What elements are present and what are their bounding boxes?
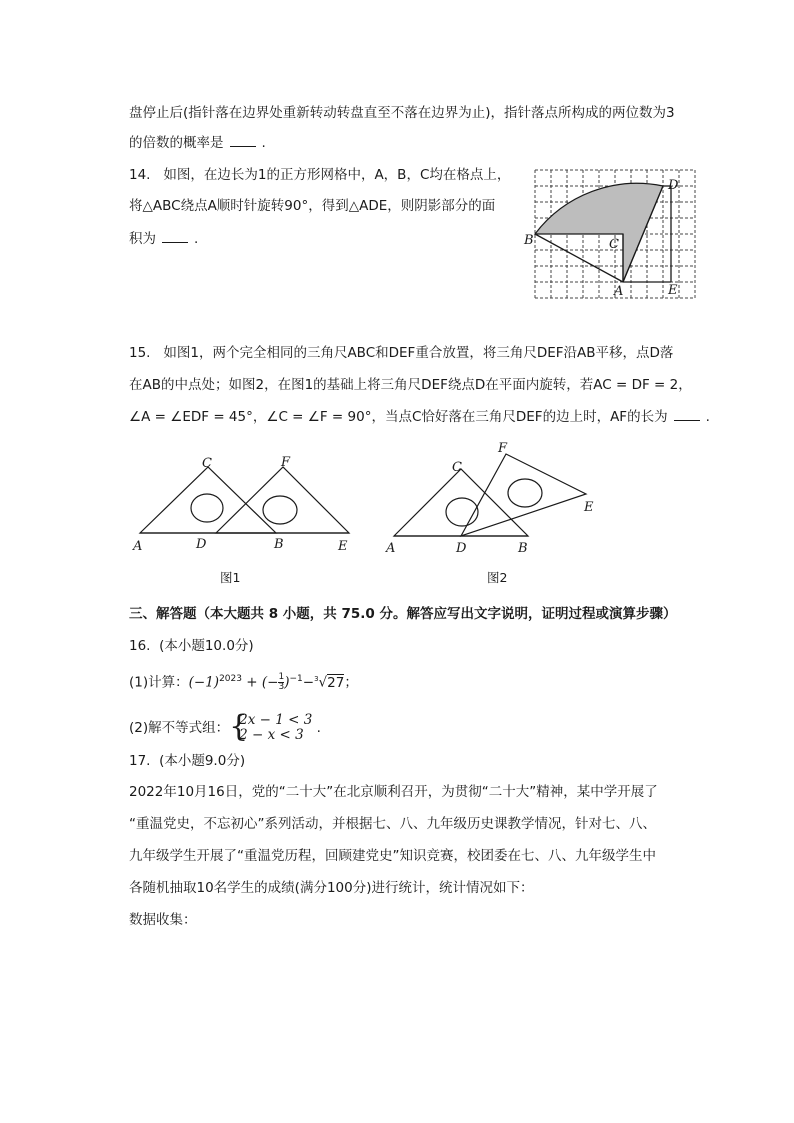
- q16-minus: −: [302, 674, 315, 691]
- q13-line2: [129, 134, 266, 152]
- q15-fig1: [140, 467, 349, 533]
- q15-line3: [129, 408, 710, 426]
- q16-end: .: [316, 720, 321, 736]
- q14-label-c: C: [609, 237, 619, 252]
- q14-line3-text: 积为: [129, 231, 156, 247]
- q16-inequality-system: [229, 709, 313, 744]
- fig1-label-f: F: [281, 455, 291, 470]
- q14-line1-text: 如图，在边长为1的正方形网格中，A，B，C均在格点上，: [163, 167, 511, 183]
- q16-header: [129, 637, 254, 655]
- q14-end: .: [194, 231, 199, 247]
- q16-root-index: 3: [314, 675, 319, 683]
- q16-part1-label: (1)计算：: [129, 674, 189, 691]
- q16-score: (本小题10.0分): [159, 638, 254, 654]
- q16-part2: [129, 709, 321, 744]
- fig1-label-d: D: [196, 537, 207, 552]
- fig1-label-e: E: [338, 539, 348, 554]
- q16-frac-num: 1: [278, 672, 285, 682]
- q16-root-sign: √: [318, 674, 328, 691]
- q14-line2: 将△ABC绕点A顺时针旋转90°，得到△ADE，则阴影部分的面: [129, 198, 496, 214]
- q15-line1: [129, 344, 673, 362]
- q15-answer-blank: [674, 408, 700, 421]
- q14-line1: [129, 166, 510, 184]
- q17-header: [129, 752, 245, 770]
- q16-exp1: 2023: [219, 674, 242, 684]
- q16-ineq1: 2x − 1 < 3: [239, 712, 313, 728]
- q15-line1-text: 如图1，两个完全相同的三角尺ABC和DEF重合放置，将三角尺DEF沿AB平移，点D落: [163, 345, 674, 361]
- fig1-label-a: A: [133, 539, 143, 554]
- q13-line2-text: 的倍数的概率是: [129, 135, 224, 151]
- q14-grid-figure: [520, 160, 700, 310]
- q15-line2: 在AB的中点处；如图2，在图1的基础上将三角尺DEF绕点D在平面内旋转，若AC = DF = 2，: [129, 377, 692, 393]
- q13-line1: 盘停止后(指针落在边界处重新转动转盘直至不落在边界为止)，指针落点所构成的两位数为3: [129, 105, 675, 121]
- fig2-label-c: C: [452, 460, 462, 475]
- q16-semicolon: ；: [344, 674, 358, 691]
- q14-answer-blank: [162, 230, 188, 243]
- q16-brace-icon: {: [229, 709, 249, 744]
- fig1-caption: 图1: [220, 570, 241, 585]
- fig1-label-b: B: [274, 537, 284, 552]
- fig2-label-d: D: [456, 541, 467, 556]
- q17-line3: 九年级学生开展了“重温党历程，回顾建党史”知识竞赛，校团委在七、八、九年级学生中: [129, 848, 656, 864]
- q16-radicand: 27: [327, 674, 345, 691]
- fig2-caption: 图2: [487, 570, 508, 585]
- q17-line4: 各随机抽取10名学生的成绩(满分100分)进行统计，统计情况如下：: [129, 880, 534, 896]
- q17-number: 17.: [129, 753, 151, 769]
- q16-part1: (1)计算：$(-1)^{2023}$ + (− $\frac{1}{3}$ )$^{-1}$−$^3$√27；: [129, 672, 358, 692]
- q14-line3: [129, 230, 198, 248]
- fig1-label-c: C: [202, 456, 212, 471]
- q17-line5: 数据收集：: [129, 912, 197, 928]
- q15-figures: [120, 436, 620, 592]
- q14-number: 14.: [129, 167, 151, 183]
- q16-part2-label: (2)解不等式组：: [129, 720, 230, 736]
- q16-expr-base: (−1): [188, 674, 220, 691]
- q15-end: .: [705, 409, 710, 425]
- fig2-label-e: E: [584, 500, 594, 515]
- q15-line3-text: ∠A = ∠EDF = 45°，∠C = ∠F = 90°，当点C恰好落在三角尺DEF的边上时，AF的长为: [129, 409, 668, 425]
- q17-line1: 2022年10月16日，党的“二十大”在北京顺利召开，为贯彻“二十大”精神，某中学开展了: [129, 784, 658, 800]
- q13-answer-blank: [230, 134, 256, 147]
- q14-label-a: A: [614, 284, 624, 299]
- q15-fig2: [394, 454, 586, 536]
- q16-ineq2: 2 − x < 3: [239, 727, 304, 743]
- q17-score: (本小题9.0分): [159, 753, 246, 769]
- section3-heading: 三、解答题（本大题共 8 小题，共 75.0 分。解答应写出文字说明，证明过程或演算步骤）: [129, 606, 677, 622]
- q16-frac-den: 3: [278, 682, 285, 692]
- fig2-label-f: F: [498, 441, 508, 456]
- q16-plus: + (−: [241, 674, 279, 691]
- q13-end: .: [261, 135, 266, 151]
- q15-number: 15.: [129, 345, 151, 361]
- q17-line2: “重温党史，不忘初心”系列活动，并根据七、八、九年级历史课教学情况，针对七、八、: [129, 816, 656, 832]
- q14-label-d: D: [668, 178, 679, 193]
- fig2-label-b: B: [518, 541, 528, 556]
- q16-exp2: −1: [289, 674, 303, 684]
- q16-number: 16.: [129, 638, 151, 654]
- fig2-label-a: A: [386, 541, 396, 556]
- q14-label-e: E: [668, 283, 678, 298]
- q14-label-b: B: [524, 233, 534, 248]
